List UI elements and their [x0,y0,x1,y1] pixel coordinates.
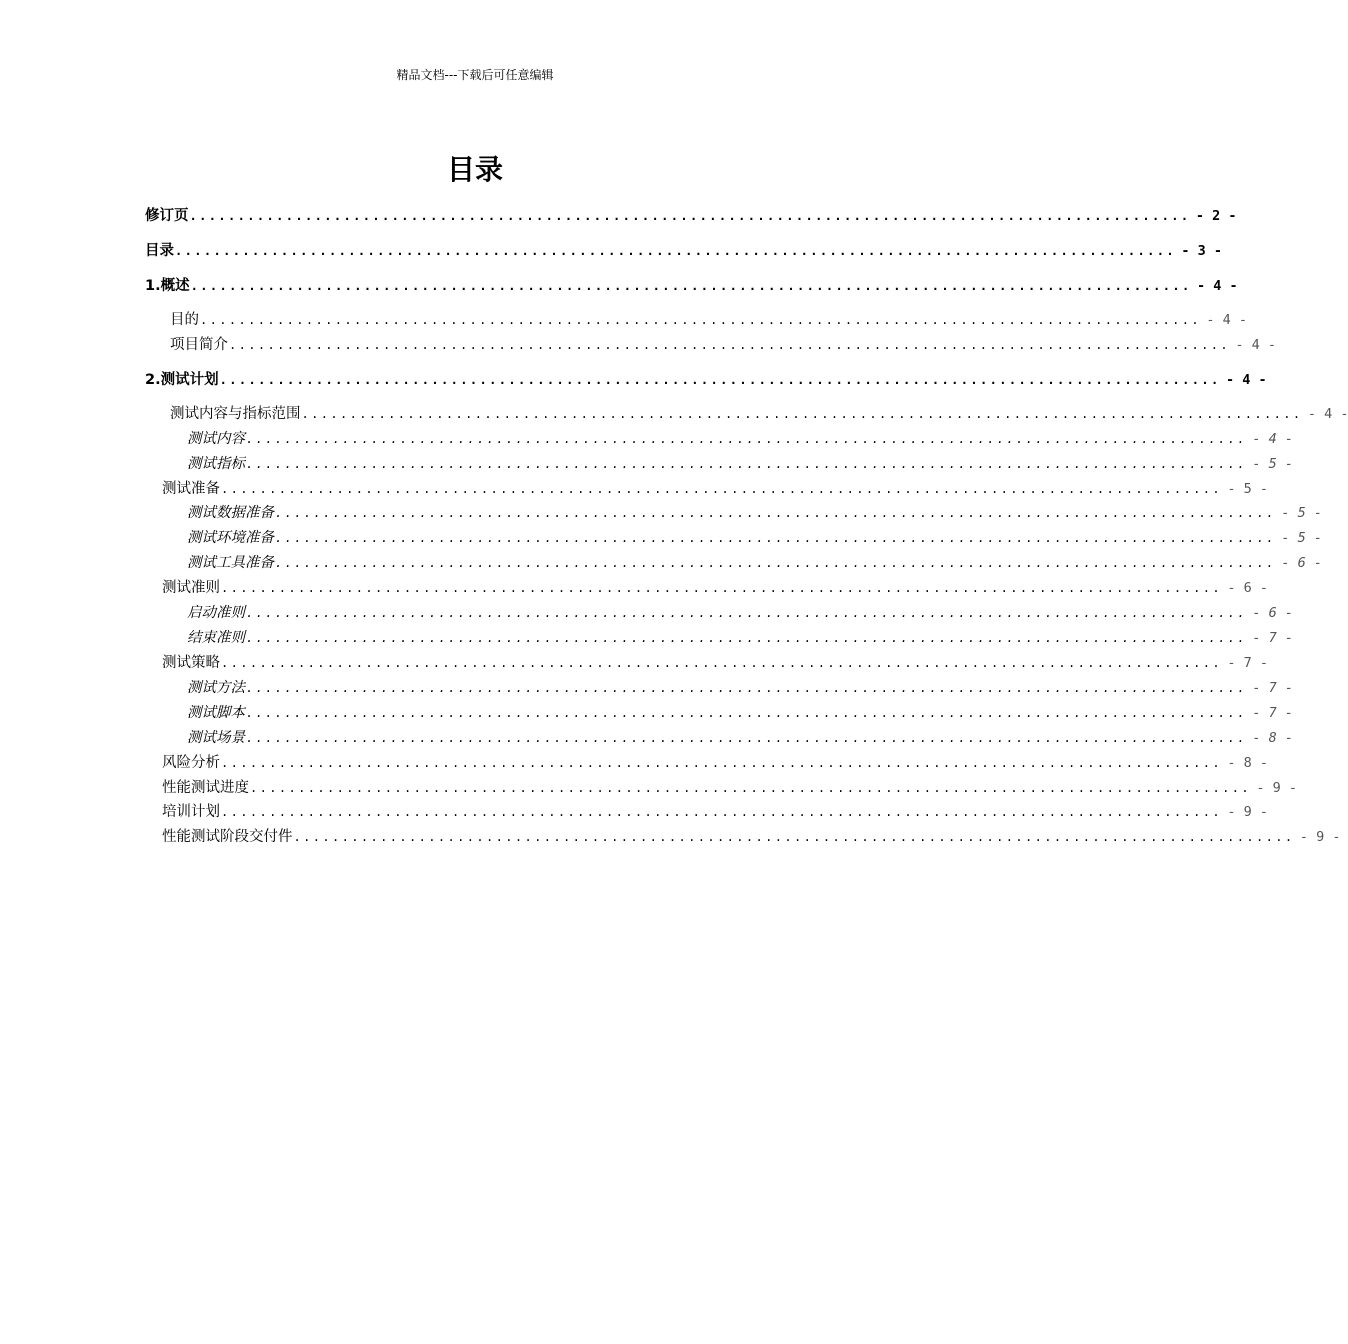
toc-entry-label: 测试工具准备 [187,555,274,571]
toc-entry-purpose[interactable] [170,308,1247,330]
toc-page-number: - 9 - [1299,829,1341,845]
toc-page-number: - 4 - [1307,406,1348,422]
toc-leader: ........................................................................................................ [246,432,1247,446]
toc-entry-label: 风险分析 [162,755,220,771]
toc-entry-label: 测试方法 [187,680,245,696]
toc-page-number: - 7 - [1227,655,1268,671]
toc-entry-test-method[interactable] [187,676,1293,698]
toc-page-number: - 4 - [1225,372,1267,388]
toc-leader: ........................................................................................................ [219,373,1221,387]
toc-entry-label: 测试内容 [187,431,245,447]
toc-entry-label: 目的 [170,312,199,328]
toc-entry-training-plan[interactable] [162,800,1268,822]
toc-page-number: - 6 - [1252,605,1293,621]
toc-leader: ........................................................................................................ [221,581,1222,595]
toc-entry-label: 测试场景 [187,730,245,746]
toc-entry-tool-prep[interactable] [187,551,1322,573]
toc-page-number: - 4 - [1235,337,1276,353]
toc-leader: ........................................................................................................ [221,805,1222,819]
toc-leader: ........................................................................................................ [190,279,1192,293]
toc-page-number: - 5 - [1281,505,1322,521]
toc-leader: ........................................................................................................ [301,407,1303,421]
toc-entry-label: 启动准则 [187,605,245,621]
toc-page-number: - 5 - [1227,481,1268,497]
toc-entry-label: 测试环境准备 [187,530,274,546]
page-header: 精品文档---下载后可任意编辑 [396,68,554,82]
toc-entry-test-plan[interactable] [145,368,1267,390]
toc-page-number: - 4 - [1206,312,1247,328]
toc-page-number: - 4 - [1252,431,1293,447]
toc-leader: ........................................................................................................ [175,244,1176,258]
toc-leader: ........................................................................................................ [221,756,1222,770]
toc-entry-label: 测试脚本 [187,705,245,721]
toc-page-number: - 5 - [1252,456,1293,472]
toc-entry-project-intro[interactable] [170,333,1276,355]
toc-entry-data-prep[interactable] [187,501,1322,523]
toc-section-number: 1. [145,278,161,294]
toc-leader: ........................................................................................................ [246,731,1247,745]
toc-entry-test-content[interactable] [187,427,1293,449]
toc-entry-label: 性能测试进度 [162,780,249,796]
toc-entry-end-criteria[interactable] [187,626,1293,648]
toc-entry-label: 测试计划 [160,372,219,388]
toc-entry-label: 测试数据准备 [187,505,274,521]
toc-entry-label: 性能测试阶段交付件 [162,829,293,845]
toc-leader: ........................................................................................................ [293,830,1295,844]
toc-entry-label: 培训计划 [162,804,220,820]
toc-entry-contents[interactable] [145,239,1222,261]
toc-page-number: - 4 - [1196,278,1238,294]
toc-entry-label: 目录 [145,243,174,259]
toc-leader: ........................................................................................................ [275,506,1276,520]
toc-entry-label: 概述 [160,278,190,294]
toc-page-number: - 8 - [1252,730,1293,746]
toc-entry-label: 测试准则 [162,580,220,596]
toc-entry-test-strategy[interactable] [162,651,1268,673]
toc-entry-label: 测试策略 [162,655,220,671]
toc-entry-test-scenario[interactable] [187,726,1293,748]
toc-leader: ........................................................................................................ [246,606,1247,620]
toc-title: 目录 [446,153,503,186]
toc-leader: ........................................................................................................ [250,781,1251,795]
toc-page-number: - 7 - [1252,630,1293,646]
toc-entry-test-prep[interactable] [162,477,1268,499]
toc-entry-label: 测试指标 [187,456,245,472]
toc-entry-risk-analysis[interactable] [162,751,1268,773]
toc-page-number: - 8 - [1227,755,1268,771]
toc-leader: ........................................................................................................ [246,681,1247,695]
toc-page-number: - 6 - [1227,580,1268,596]
toc-leader: ........................................................................................................ [246,706,1247,720]
toc-page-number: - 3 - [1181,243,1222,259]
toc-entry-test-script[interactable] [187,701,1293,723]
toc-leader: ........................................................................................................ [275,556,1276,570]
toc-entry-label: 测试准备 [162,481,220,497]
toc-leader: ........................................................................................................ [229,338,1230,352]
toc-entry-schedule[interactable] [162,776,1297,798]
toc-page-number: - 7 - [1252,680,1293,696]
toc-entry-label: 测试内容与指标范围 [170,406,301,422]
toc-leader: ........................................................................................................ [275,531,1276,545]
toc-leader: ........................................................................................................ [200,313,1201,327]
toc-page-number: - 7 - [1252,705,1293,721]
toc-leader: ........................................................................................................ [221,482,1222,496]
toc-entry-test-metrics[interactable] [187,452,1293,474]
toc-entry-label: 修订页 [145,208,189,224]
toc-leader: ........................................................................................................ [246,631,1247,645]
toc-leader: ........................................................................................................ [246,457,1247,471]
toc-entry-test-criteria[interactable] [162,576,1268,598]
toc-entry-revision[interactable] [145,204,1237,226]
toc-entry-label: 项目简介 [170,337,228,353]
toc-leader: ........................................................................................................ [221,656,1222,670]
toc-page-number: - 6 - [1281,555,1322,571]
toc-entry-deliverables[interactable] [162,825,1341,847]
toc-leader: ........................................................................................................ [189,209,1191,223]
toc-page-number: - 9 - [1227,804,1268,820]
toc-page-number: - 5 - [1281,530,1322,546]
toc-page-number: - 2 - [1195,208,1237,224]
toc-section-number: 2. [145,372,161,388]
toc-entry-label: 结束准则 [187,630,245,646]
toc-entry-overview[interactable] [145,274,1238,296]
toc-entry-env-prep[interactable] [187,526,1322,548]
toc-entry-scope[interactable] [170,402,1348,424]
toc-page-number: - 9 - [1256,780,1297,796]
toc-entry-start-criteria[interactable] [187,601,1293,623]
